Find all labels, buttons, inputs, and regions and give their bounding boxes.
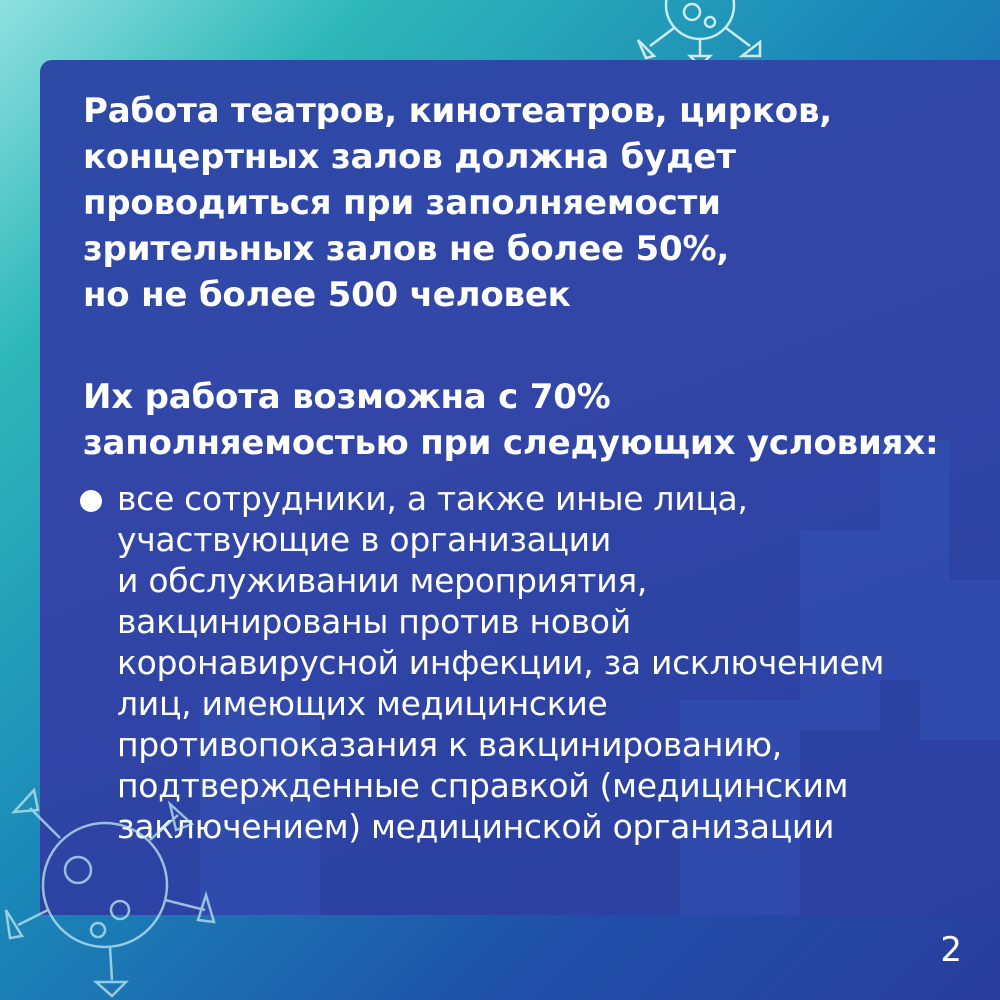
heading-conditions: Их работа возможна с 70% заполняемостью при следующих условиях:	[83, 377, 939, 463]
heading-capacity-rules: Работа театров, кинотеатров, цирков, концертных залов должна будет проводиться при заполняемости зрительных залов не более 50%, но не более 500 человек	[83, 91, 832, 315]
page-number: 2	[940, 930, 962, 970]
list-item-text: все сотрудники, а также иные лица, участвующие в организации и обслуживании мероприятия, вакцинированы против новой коронавирусной инфекции, за исключением лиц, имеющих медицинские противопоказания к вакцинированию, подтвержденные справкой (медицинским заключением) медицинской организации	[117, 479, 885, 846]
bullet-icon	[80, 490, 102, 512]
virus-icon-bottom-left	[0, 760, 230, 1000]
